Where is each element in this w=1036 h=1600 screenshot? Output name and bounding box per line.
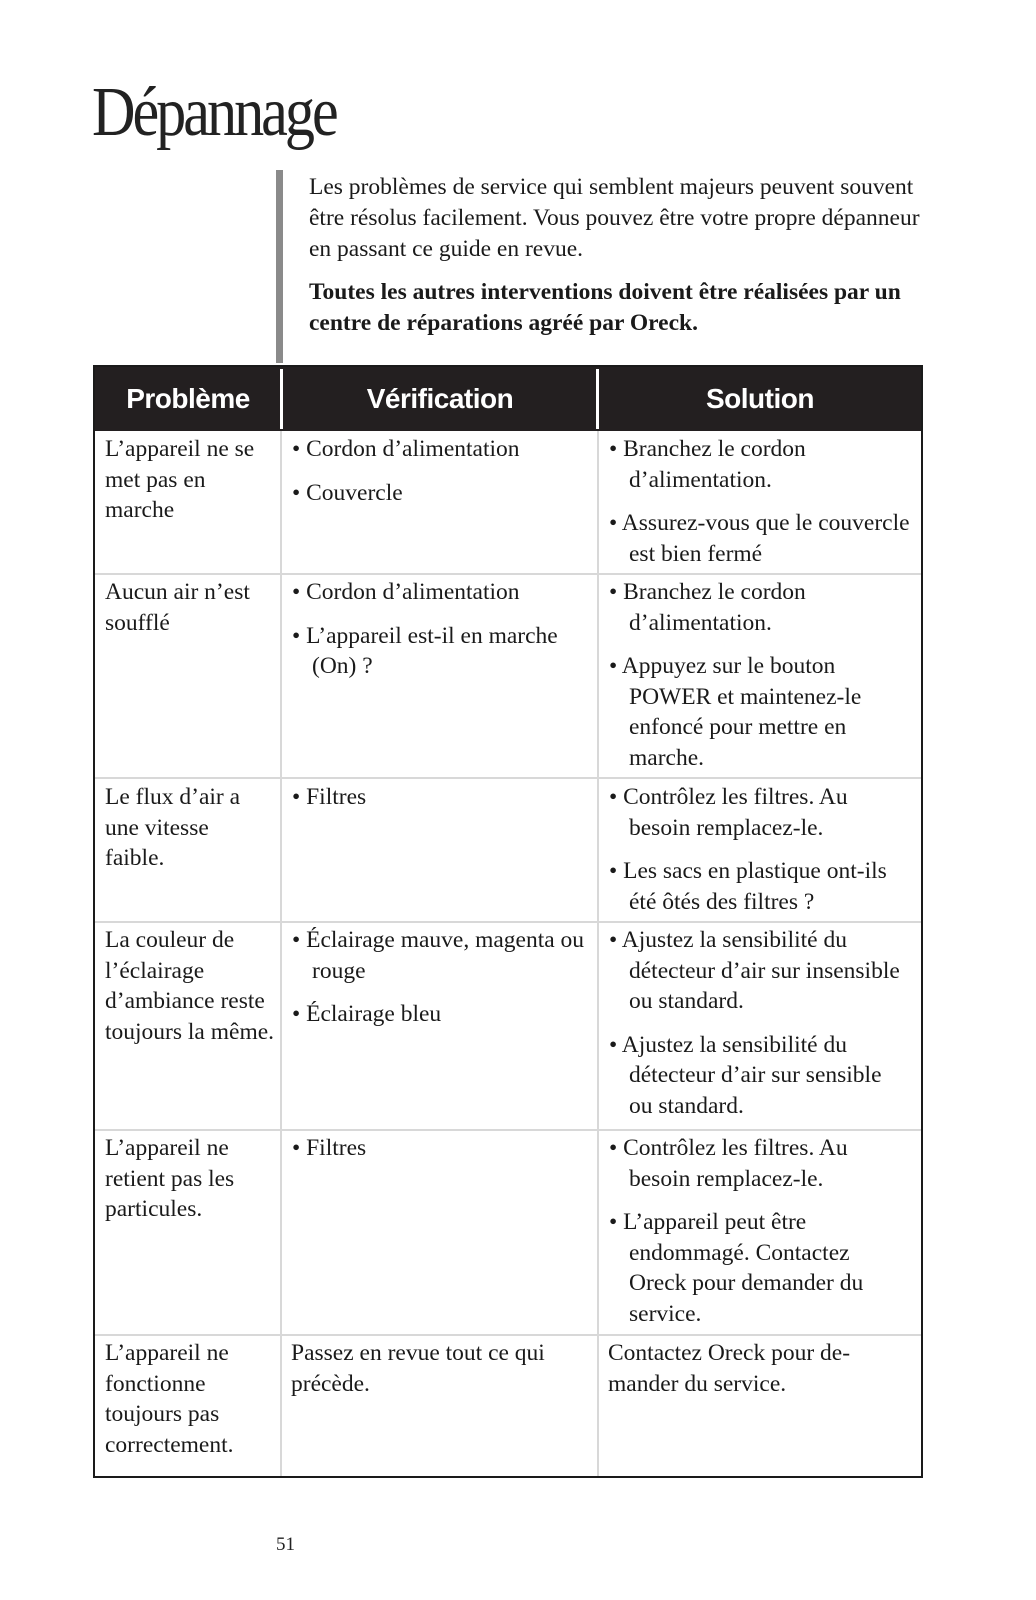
problem-text: Aucun air n’est soufflé bbox=[105, 579, 250, 636]
page-number: 51 bbox=[276, 1534, 295, 1555]
problem-cell bbox=[105, 1133, 275, 1225]
problem-cell bbox=[105, 782, 255, 874]
problem-text: L’appareil ne se met pas en marche bbox=[105, 436, 255, 524]
verification-item: • L’appareil est-il en marche (On) ? bbox=[292, 622, 558, 680]
solution-item: • Contrôlez les filtres. Au besoin remplacez-le. bbox=[609, 784, 848, 841]
problem-cell bbox=[105, 577, 275, 638]
problem-cell bbox=[105, 434, 275, 526]
intro-accent-bar bbox=[276, 170, 283, 363]
verification-text: Passez en revue tout ce qui précède. bbox=[291, 1340, 545, 1397]
intro-bold-paragraph: Toutes les autres interventions doivent être réalisées par un centre de réparations agréé par Oreck. bbox=[309, 279, 901, 336]
solution-item: • Assurez-vous que le couvercle est bien fermé bbox=[609, 510, 910, 567]
problem-text: Le flux d’air a une vitesse faible. bbox=[105, 784, 241, 872]
verification-cell bbox=[288, 925, 588, 1043]
solution-item: • L’appareil peut être endommagé. Contactez Oreck pour demander du service. bbox=[609, 1209, 864, 1327]
solution-item: • Appuyez sur le bouton POWER et maintenez-le enfoncé pour mettre en marche. bbox=[609, 653, 862, 771]
troubleshooting-table bbox=[93, 365, 923, 1478]
problem-cell bbox=[105, 925, 277, 1047]
verification-cell bbox=[288, 577, 588, 695]
verification-cell bbox=[288, 434, 588, 521]
page-title: Dépannage bbox=[92, 74, 336, 151]
intro-paragraph: Les problèmes de service qui semblent majeurs peuvent souvent être résolus facilement. Vous pouvez être votre propre dépanneur en passant ce guide en revue. bbox=[309, 174, 920, 262]
solution-item: • Branchez le cordon d’alimentation. bbox=[609, 579, 806, 636]
solution-cell bbox=[605, 1133, 910, 1343]
header-problem: Problème bbox=[126, 383, 250, 414]
column-divider bbox=[597, 431, 599, 1476]
solution-item: • Contrôlez les filtres. Au besoin remplacez-le. bbox=[609, 1135, 848, 1192]
header-solution: Solution bbox=[706, 383, 814, 414]
solution-item: • Ajustez la sensibilité du détecteur d’air sur sensible ou standard. bbox=[609, 1031, 882, 1119]
solution-cell bbox=[605, 782, 910, 930]
verification-cell bbox=[291, 1338, 586, 1399]
verification-item: • Éclairage bleu bbox=[292, 1001, 442, 1028]
column-divider bbox=[280, 431, 282, 1476]
problem-text: L’appareil ne fonctionne toujours pas correctement. bbox=[105, 1340, 234, 1458]
verification-item: • Cordon d’alimentation bbox=[292, 579, 520, 605]
intro-text bbox=[309, 172, 934, 351]
verification-item: • Éclairage mauve, magenta ou rouge bbox=[292, 927, 585, 984]
problem-text: L’appareil ne retient pas les particules. bbox=[105, 1135, 235, 1223]
solution-item: • Les sacs en plastique ont-ils été ôtés des filtres ? bbox=[609, 858, 887, 915]
verification-item: • Filtres bbox=[292, 784, 367, 810]
solution-cell bbox=[608, 1338, 898, 1399]
verification-item: • Cordon d’alimentation bbox=[292, 436, 520, 462]
verification-cell bbox=[288, 1133, 588, 1177]
verification-cell bbox=[288, 782, 588, 826]
solution-text: Contactez Oreck pour de-mander du service. bbox=[608, 1340, 851, 1397]
solution-cell bbox=[605, 925, 910, 1135]
verification-item: • Filtres bbox=[292, 1135, 367, 1161]
solution-item: • Ajustez la sensibilité du détecteur d’air sur insensible ou standard. bbox=[609, 927, 900, 1015]
solution-item: • Branchez le cordon d’alimentation. bbox=[609, 436, 806, 493]
solution-cell bbox=[605, 434, 910, 582]
table-header bbox=[95, 367, 921, 431]
problem-text: La couleur de l’éclairage d’ambiance reste toujours la même. bbox=[105, 927, 275, 1045]
verification-item: • Couvercle bbox=[292, 479, 403, 506]
problem-cell bbox=[105, 1338, 275, 1460]
solution-cell bbox=[605, 577, 910, 787]
header-verification: Vérification bbox=[366, 383, 514, 414]
